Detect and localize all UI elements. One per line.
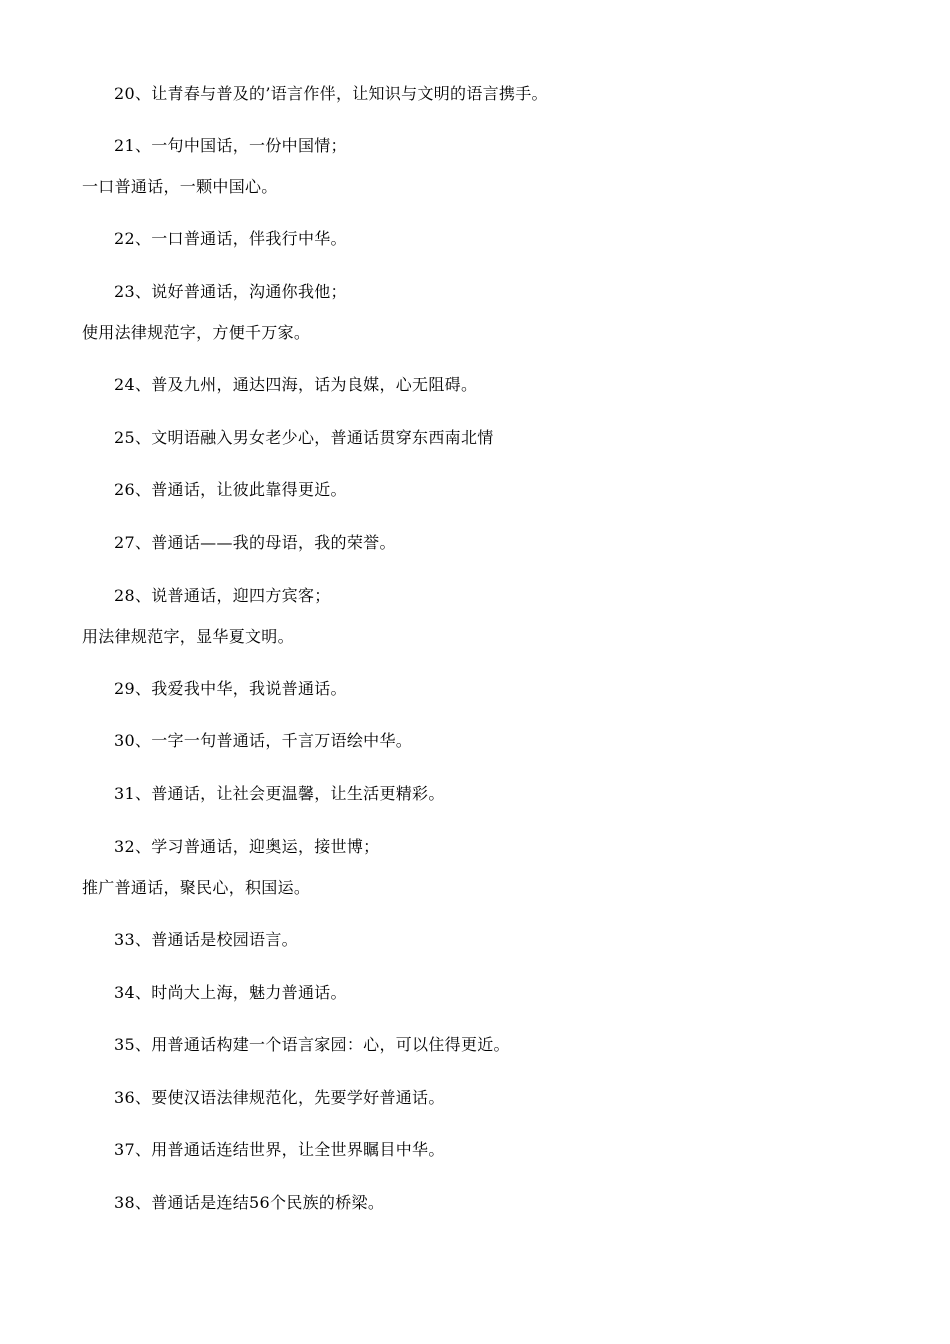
slogan-28-cont: 用法律规范字，显华夏文明。 [82,627,294,646]
slogan-21-cont: 一口普通话，一颗中国心。 [82,177,278,196]
slogan-33: 33、普通话是校园语言。 [114,930,298,949]
slogan-32-cont: 推广普通话，聚民心，积国运。 [82,878,311,897]
slogan-26: 26、普通话，让彼此靠得更近。 [114,480,347,499]
slogan-30: 30、一字一句普通话，千言万语绘中华。 [114,731,413,750]
slogan-34: 34、时尚大上海，魅力普通话。 [114,983,347,1002]
slogan-35: 35、用普通话构建一个语言家园：心，可以住得更近。 [114,1035,510,1054]
slogan-23: 23、说好普通话，沟通你我他； [114,282,347,301]
slogan-28: 28、说普通话，迎四方宾客； [114,586,331,605]
slogan-25: 25、文明语融入男女老少心，普通话贯穿东西南北情 [114,428,494,447]
slogan-24: 24、普及九州，通达四海，话为良媒，心无阻碍。 [114,375,478,394]
slogan-31: 31、普通话，让社会更温馨，让生活更精彩。 [114,784,445,803]
slogan-36: 36、要使汉语法律规范化，先要学好普通话。 [114,1088,445,1107]
slogan-21: 21、一句中国话，一份中国情； [114,136,347,155]
slogan-22: 22、一口普通话，伴我行中华。 [114,229,347,248]
slogan-38: 38、普通话是连结56个民族的桥梁。 [114,1193,385,1212]
slogan-37: 37、用普通话连结世界，让全世界瞩目中华。 [114,1140,445,1159]
slogan-29: 29、我爱我中华，我说普通话。 [114,679,347,698]
slogan-32: 32、学习普通话，迎奥运，接世博； [114,837,380,856]
slogan-23-cont: 使用法律规范字，方便千万家。 [82,323,311,342]
slogan-27: 27、普通话——我的母语，我的荣誉。 [114,533,396,552]
slogan-20: 20、让青春与普及的’语言作伴，让知识与文明的语言携手。 [114,84,548,103]
